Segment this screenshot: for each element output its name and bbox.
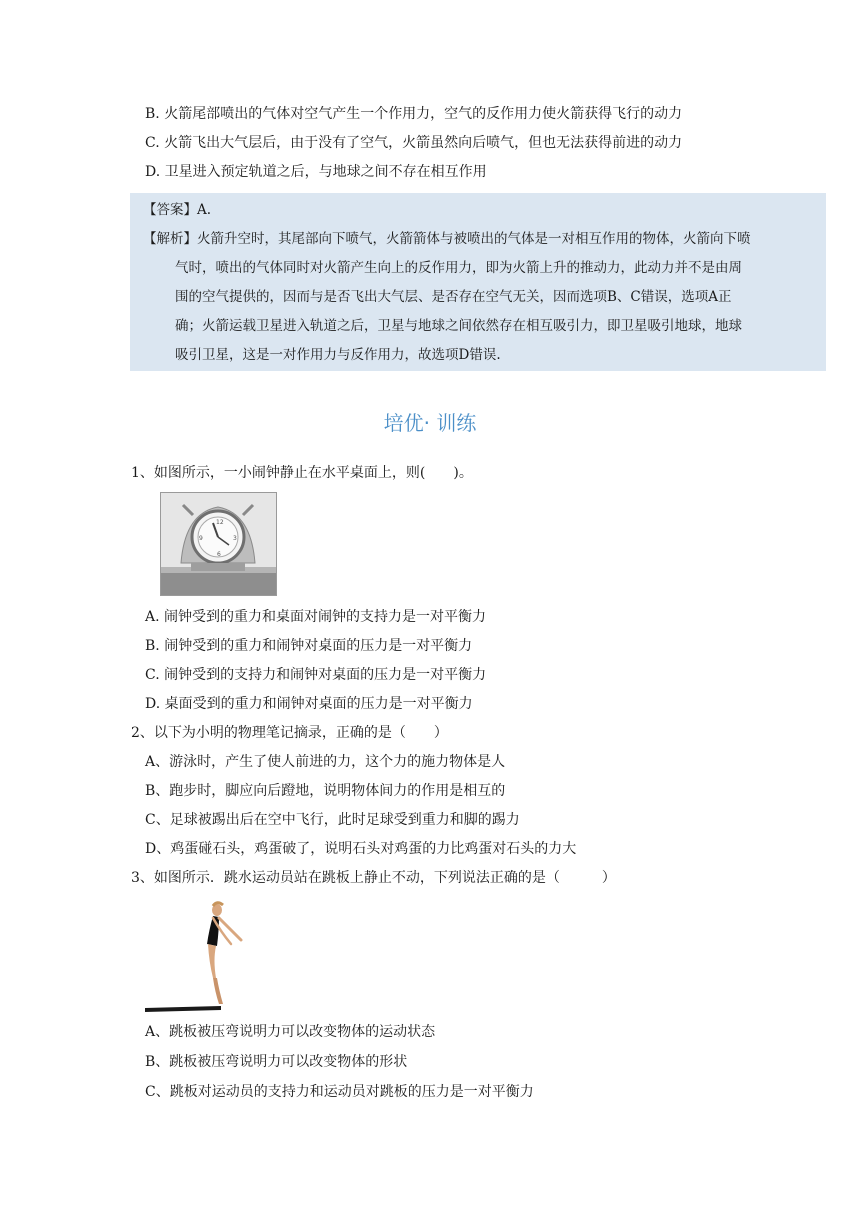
question-2-stem: 2、以下为小明的物理笔记摘录，正确的是（ ） [131,725,448,741]
explanation-line: 确；火箭运载卫星进入轨道之后，卫星与地球之间依然存在相互吸引力，即卫星吸引地球，地球 [175,318,742,334]
question-1-option-a: A. 闹钟受到的重力和桌面对闹钟的支持力是一对平衡力 [145,609,487,625]
svg-text:3: 3 [233,535,237,542]
question-2-option-a: A、游泳时，产生了使人前进的力，这个力的施力物体是人 [145,754,506,770]
explanation-line: 气时，喷出的气体同时对火箭产生向上的反作用力，即为火箭上升的推动力，此动力并不是由周 [175,260,742,276]
svg-text:6: 6 [217,551,221,558]
question-2-option-d: D、鸡蛋碰石头，鸡蛋破了，说明石头对鸡蛋的力比鸡蛋对石头的力大 [145,841,577,857]
question-1-option-c: C. 闹钟受到的支持力和闹钟对桌面的压力是一对平衡力 [145,667,487,683]
question-2-option-c: C、足球被踢出后在空中飞行，此时足球受到重力和脚的踢力 [145,812,520,828]
alarm-clock-image [160,492,277,596]
section-title: 培优· 训练 [383,411,477,435]
prev-option-c: C. 火箭飞出大气层后，由于没有了空气，火箭虽然向后喷气，但也无法获得前进的动力 [145,135,683,151]
svg-text:12: 12 [216,519,224,526]
explanation-line: 【解析】火箭升空时，其尾部向下喷气，火箭箭体与被喷出的气体是一对相互作用的物体，火箭向下喷 [143,231,751,247]
question-2-option-b: B、跑步时，脚应向后蹬地，说明物体间力的作用是相互的 [145,783,506,799]
svg-text:9: 9 [199,535,203,542]
question-3-option-b: B、跳板被压弯说明力可以改变物体的形状 [145,1054,408,1070]
question-1-stem: 1、如图所示，一小闹钟静止在水平桌面上，则( )。 [131,465,473,481]
question-1-option-b: B. 闹钟受到的重力和闹钟对桌面的压力是一对平衡力 [145,638,473,654]
answer-label: 【答案】A. [143,202,212,218]
diver-image [143,900,268,1014]
question-1-option-d: D. 桌面受到的重力和闹钟对桌面的压力是一对平衡力 [145,696,473,712]
explanation-line: 吸引卫星，这是一对作用力与反作用力，故选项D错误. [175,347,501,363]
question-3-option-a: A、跳板被压弯说明力可以改变物体的运动状态 [145,1024,436,1040]
answer-explanation-box [130,193,826,371]
prev-option-d: D. 卫星进入预定轨道之后，与地球之间不存在相互作用 [145,164,487,180]
explanation-line: 围的空气提供的，因而与是否飞出大气层、是否存在空气无关，因而选项B、C错误，选项A正 [175,289,732,305]
question-3-stem: 3、如图所示．跳水运动员站在跳板上静止不动，下列说法正确的是（ ） [131,870,616,886]
question-3-option-c: C、跳板对运动员的支持力和运动员对跳板的压力是一对平衡力 [145,1084,534,1100]
prev-option-b: B. 火箭尾部喷出的气体对空气产生一个作用力，空气的反作用力使火箭获得飞行的动力 [145,106,683,122]
